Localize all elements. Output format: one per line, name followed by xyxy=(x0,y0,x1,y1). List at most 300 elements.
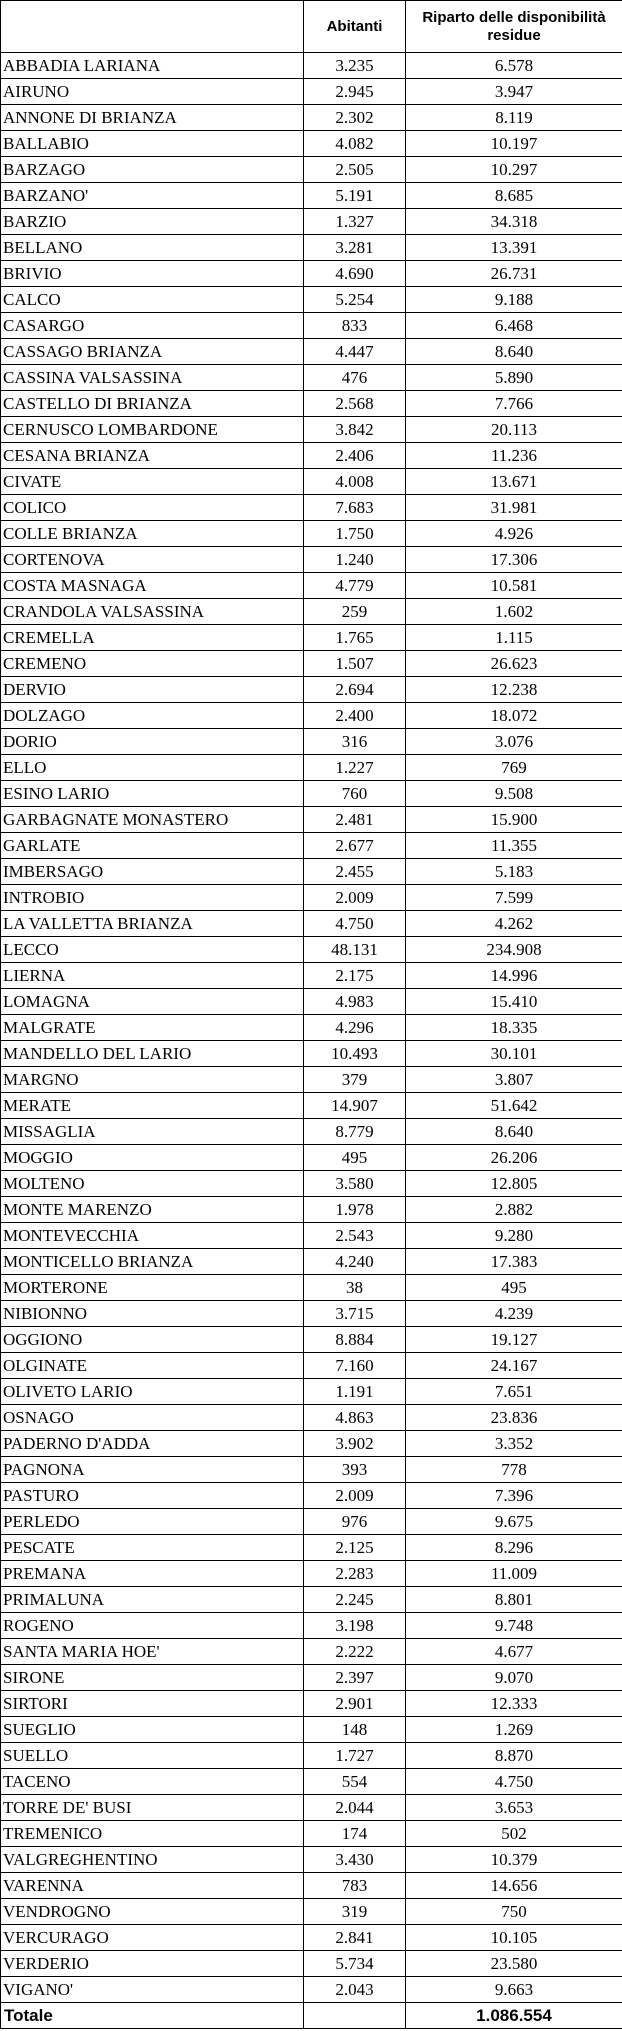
comune-name: VERDERIO xyxy=(1,1951,304,1977)
comune-name: SUEGLIO xyxy=(1,1717,304,1743)
riparto-value: 10.379 xyxy=(406,1847,622,1873)
abitanti-value: 2.283 xyxy=(304,1561,406,1587)
riparto-value: 9.280 xyxy=(406,1223,622,1249)
table-body xyxy=(1,53,622,2003)
abitanti-value: 2.044 xyxy=(304,1795,406,1821)
table-row xyxy=(1,625,622,651)
abitanti-value: 2.901 xyxy=(304,1691,406,1717)
comune-name: VERCURAGO xyxy=(1,1925,304,1951)
riparto-value: 4.926 xyxy=(406,521,622,547)
table-row xyxy=(1,1327,622,1353)
comune-name: CRANDOLA VALSASSINA xyxy=(1,599,304,625)
comune-name: COSTA MASNAGA xyxy=(1,573,304,599)
abitanti-value: 379 xyxy=(304,1067,406,1093)
abitanti-value: 3.281 xyxy=(304,235,406,261)
abitanti-value: 4.779 xyxy=(304,573,406,599)
comune-name: SUELLO xyxy=(1,1743,304,1769)
table-row xyxy=(1,1561,622,1587)
abitanti-value: 1.240 xyxy=(304,547,406,573)
abitanti-value: 7.160 xyxy=(304,1353,406,1379)
comune-name: VENDROGNO xyxy=(1,1899,304,1925)
riparto-value: 10.581 xyxy=(406,573,622,599)
comune-name: COLLE BRIANZA xyxy=(1,521,304,547)
header-comune xyxy=(1,1,304,53)
riparto-value: 12.805 xyxy=(406,1171,622,1197)
riparto-value: 8.296 xyxy=(406,1535,622,1561)
abitanti-value: 1.507 xyxy=(304,651,406,677)
comune-name: DORIO xyxy=(1,729,304,755)
abitanti-value: 2.406 xyxy=(304,443,406,469)
abitanti-value: 1.978 xyxy=(304,1197,406,1223)
comune-name: CIVATE xyxy=(1,469,304,495)
abitanti-value: 174 xyxy=(304,1821,406,1847)
comune-name: PADERNO D'ADDA xyxy=(1,1431,304,1457)
abitanti-value: 476 xyxy=(304,365,406,391)
comune-name: PAGNONA xyxy=(1,1457,304,1483)
abitanti-value: 2.245 xyxy=(304,1587,406,1613)
table-row xyxy=(1,1899,622,1925)
table-row xyxy=(1,1743,622,1769)
table-row xyxy=(1,209,622,235)
table-row xyxy=(1,1951,622,1977)
abitanti-value: 4.296 xyxy=(304,1015,406,1041)
riparto-value: 3.947 xyxy=(406,79,622,105)
abitanti-value: 4.750 xyxy=(304,911,406,937)
abitanti-value: 2.841 xyxy=(304,1925,406,1951)
comune-name: CASTELLO DI BRIANZA xyxy=(1,391,304,417)
abitanti-value: 8.779 xyxy=(304,1119,406,1145)
table-row xyxy=(1,911,622,937)
riparto-value: 7.766 xyxy=(406,391,622,417)
riparto-value: 11.236 xyxy=(406,443,622,469)
abitanti-value: 393 xyxy=(304,1457,406,1483)
comune-name: BRIVIO xyxy=(1,261,304,287)
table-row xyxy=(1,651,622,677)
comune-name: MONTICELLO BRIANZA xyxy=(1,1249,304,1275)
abitanti-value: 2.945 xyxy=(304,79,406,105)
riparto-value: 11.355 xyxy=(406,833,622,859)
riparto-value: 20.113 xyxy=(406,417,622,443)
table-row xyxy=(1,1873,622,1899)
abitanti-value: 3.580 xyxy=(304,1171,406,1197)
riparto-value: 4.239 xyxy=(406,1301,622,1327)
riparto-value: 234.908 xyxy=(406,937,622,963)
table-row xyxy=(1,729,622,755)
table-row xyxy=(1,287,622,313)
table-row xyxy=(1,859,622,885)
riparto-value: 750 xyxy=(406,1899,622,1925)
comune-name: ELLO xyxy=(1,755,304,781)
comune-name: VALGREGHENTINO xyxy=(1,1847,304,1873)
table-row xyxy=(1,1379,622,1405)
riparto-value: 778 xyxy=(406,1457,622,1483)
abitanti-value: 1.327 xyxy=(304,209,406,235)
abitanti-value: 4.082 xyxy=(304,131,406,157)
table-row xyxy=(1,989,622,1015)
comune-name: CREMELLA xyxy=(1,625,304,651)
riparto-value: 9.748 xyxy=(406,1613,622,1639)
riparto-value: 1.269 xyxy=(406,1717,622,1743)
abitanti-value: 495 xyxy=(304,1145,406,1171)
abitanti-value: 2.505 xyxy=(304,157,406,183)
riparto-value: 4.262 xyxy=(406,911,622,937)
comune-name: ROGENO xyxy=(1,1613,304,1639)
riparto-value: 3.076 xyxy=(406,729,622,755)
table-row xyxy=(1,79,622,105)
riparto-value: 15.900 xyxy=(406,807,622,833)
table-row xyxy=(1,755,622,781)
comune-name: MOGGIO xyxy=(1,1145,304,1171)
riparto-value: 11.009 xyxy=(406,1561,622,1587)
abitanti-value: 833 xyxy=(304,313,406,339)
abitanti-value: 976 xyxy=(304,1509,406,1535)
comune-name: PERLEDO xyxy=(1,1509,304,1535)
table-row xyxy=(1,1405,622,1431)
table-row xyxy=(1,1483,622,1509)
table-row xyxy=(1,599,622,625)
table-row xyxy=(1,1301,622,1327)
riparto-value: 34.318 xyxy=(406,209,622,235)
abitanti-value: 2.481 xyxy=(304,807,406,833)
table-row xyxy=(1,547,622,573)
comune-name: VIGANO' xyxy=(1,1977,304,2003)
abitanti-value: 3.235 xyxy=(304,53,406,79)
riparto-value: 9.663 xyxy=(406,1977,622,2003)
abitanti-value: 2.125 xyxy=(304,1535,406,1561)
abitanti-value: 1.727 xyxy=(304,1743,406,1769)
comune-name: CASSINA VALSASSINA xyxy=(1,365,304,391)
comune-name: MALGRATE xyxy=(1,1015,304,1041)
riparto-value: 5.890 xyxy=(406,365,622,391)
comune-name: CASARGO xyxy=(1,313,304,339)
comune-name: SANTA MARIA HOE' xyxy=(1,1639,304,1665)
comune-name: BARZIO xyxy=(1,209,304,235)
comune-name: MONTEVECCHIA xyxy=(1,1223,304,1249)
abitanti-value: 14.907 xyxy=(304,1093,406,1119)
table-row xyxy=(1,495,622,521)
riparto-value: 6.468 xyxy=(406,313,622,339)
riparto-value: 19.127 xyxy=(406,1327,622,1353)
table-row xyxy=(1,235,622,261)
abitanti-value: 2.009 xyxy=(304,885,406,911)
table-row xyxy=(1,105,622,131)
riparto-value: 9.070 xyxy=(406,1665,622,1691)
table-row xyxy=(1,1509,622,1535)
abitanti-value: 2.694 xyxy=(304,677,406,703)
riparto-value: 4.750 xyxy=(406,1769,622,1795)
riparto-value: 13.391 xyxy=(406,235,622,261)
table-row xyxy=(1,1925,622,1951)
table-row xyxy=(1,1795,622,1821)
comune-name: NIBIONNO xyxy=(1,1301,304,1327)
table-row xyxy=(1,53,622,79)
total-abitanti xyxy=(304,2003,406,2029)
comune-name: CASSAGO BRIANZA xyxy=(1,339,304,365)
abitanti-value: 4.863 xyxy=(304,1405,406,1431)
riparto-value: 3.352 xyxy=(406,1431,622,1457)
abitanti-value: 1.750 xyxy=(304,521,406,547)
comune-name: DOLZAGO xyxy=(1,703,304,729)
riparto-value: 769 xyxy=(406,755,622,781)
abitanti-value: 48.131 xyxy=(304,937,406,963)
table-row xyxy=(1,1067,622,1093)
riparto-value: 30.101 xyxy=(406,1041,622,1067)
abitanti-value: 2.677 xyxy=(304,833,406,859)
riparto-value: 7.599 xyxy=(406,885,622,911)
riparto-value: 5.183 xyxy=(406,859,622,885)
riparto-value: 4.677 xyxy=(406,1639,622,1665)
table-row xyxy=(1,1145,622,1171)
table-row xyxy=(1,469,622,495)
table-row xyxy=(1,1769,622,1795)
comune-name: COLICO xyxy=(1,495,304,521)
total-label: Totale xyxy=(1,2003,304,2029)
comune-name: ESINO LARIO xyxy=(1,781,304,807)
table-row xyxy=(1,937,622,963)
abitanti-value: 3.715 xyxy=(304,1301,406,1327)
comune-name: OGGIONO xyxy=(1,1327,304,1353)
comune-name: MONTE MARENZO xyxy=(1,1197,304,1223)
riparto-value: 26.623 xyxy=(406,651,622,677)
table-row xyxy=(1,443,622,469)
abitanti-value: 2.400 xyxy=(304,703,406,729)
table-row xyxy=(1,833,622,859)
header-abitanti: Abitanti xyxy=(304,1,406,53)
riparto-value: 495 xyxy=(406,1275,622,1301)
comune-name: CESANA BRIANZA xyxy=(1,443,304,469)
abitanti-value: 2.043 xyxy=(304,1977,406,2003)
abitanti-value: 5.191 xyxy=(304,183,406,209)
table-row xyxy=(1,183,622,209)
riparto-value: 17.306 xyxy=(406,547,622,573)
table-row xyxy=(1,1639,622,1665)
riparto-value: 26.731 xyxy=(406,261,622,287)
abitanti-value: 3.430 xyxy=(304,1847,406,1873)
abitanti-value: 4.447 xyxy=(304,339,406,365)
riparto-value: 8.640 xyxy=(406,339,622,365)
abitanti-value: 5.734 xyxy=(304,1951,406,1977)
abitanti-value: 7.683 xyxy=(304,495,406,521)
table-row xyxy=(1,1457,622,1483)
table-row xyxy=(1,1717,622,1743)
table-row xyxy=(1,677,622,703)
riparto-value: 3.653 xyxy=(406,1795,622,1821)
comune-name: SIRTORI xyxy=(1,1691,304,1717)
riparto-value: 17.383 xyxy=(406,1249,622,1275)
abitanti-value: 4.240 xyxy=(304,1249,406,1275)
table-row xyxy=(1,1275,622,1301)
riparto-value: 31.981 xyxy=(406,495,622,521)
comune-name: INTROBIO xyxy=(1,885,304,911)
table-row xyxy=(1,313,622,339)
abitanti-value: 3.198 xyxy=(304,1613,406,1639)
abitanti-value: 783 xyxy=(304,1873,406,1899)
riparto-value: 9.508 xyxy=(406,781,622,807)
table-row xyxy=(1,1197,622,1223)
abitanti-value: 5.254 xyxy=(304,287,406,313)
comune-name: LOMAGNA xyxy=(1,989,304,1015)
riparto-value: 7.651 xyxy=(406,1379,622,1405)
riparto-value: 8.640 xyxy=(406,1119,622,1145)
table-row xyxy=(1,521,622,547)
total-row xyxy=(1,2003,622,2029)
table-row xyxy=(1,1587,622,1613)
riparto-value: 24.167 xyxy=(406,1353,622,1379)
abitanti-value: 2.222 xyxy=(304,1639,406,1665)
riparto-value: 9.675 xyxy=(406,1509,622,1535)
riparto-value: 23.580 xyxy=(406,1951,622,1977)
abitanti-value: 8.884 xyxy=(304,1327,406,1353)
table-row xyxy=(1,1847,622,1873)
abitanti-value: 2.568 xyxy=(304,391,406,417)
table-row xyxy=(1,963,622,989)
riparto-value: 15.410 xyxy=(406,989,622,1015)
riparto-value: 502 xyxy=(406,1821,622,1847)
riparto-value: 14.656 xyxy=(406,1873,622,1899)
riparto-value: 51.642 xyxy=(406,1093,622,1119)
table-row xyxy=(1,1691,622,1717)
comune-name: MOLTENO xyxy=(1,1171,304,1197)
riparto-value: 18.072 xyxy=(406,703,622,729)
comune-name: GARLATE xyxy=(1,833,304,859)
comune-name: SIRONE xyxy=(1,1665,304,1691)
riparto-value: 12.238 xyxy=(406,677,622,703)
abitanti-value: 2.543 xyxy=(304,1223,406,1249)
table-row xyxy=(1,417,622,443)
comune-name: BELLANO xyxy=(1,235,304,261)
comune-name: LA VALLETTA BRIANZA xyxy=(1,911,304,937)
table-row xyxy=(1,131,622,157)
abitanti-value: 4.983 xyxy=(304,989,406,1015)
comune-name: PRIMALUNA xyxy=(1,1587,304,1613)
riparto-value: 10.105 xyxy=(406,1925,622,1951)
comune-name: GARBAGNATE MONASTERO xyxy=(1,807,304,833)
table-row xyxy=(1,1249,622,1275)
comune-name: PESCATE xyxy=(1,1535,304,1561)
table-row xyxy=(1,261,622,287)
abitanti-value: 259 xyxy=(304,599,406,625)
table-row xyxy=(1,1015,622,1041)
riparto-value: 1.115 xyxy=(406,625,622,651)
comune-name: MERATE xyxy=(1,1093,304,1119)
comune-name: BALLABIO xyxy=(1,131,304,157)
abitanti-value: 554 xyxy=(304,1769,406,1795)
abitanti-value: 2.175 xyxy=(304,963,406,989)
riparto-value: 6.578 xyxy=(406,53,622,79)
abitanti-value: 1.765 xyxy=(304,625,406,651)
table-row xyxy=(1,1093,622,1119)
riparto-value: 18.335 xyxy=(406,1015,622,1041)
table-row xyxy=(1,339,622,365)
table-row xyxy=(1,157,622,183)
comune-name: BARZANO' xyxy=(1,183,304,209)
table-row xyxy=(1,885,622,911)
abitanti-value: 4.690 xyxy=(304,261,406,287)
comune-name: OLGINATE xyxy=(1,1353,304,1379)
abitanti-value: 2.455 xyxy=(304,859,406,885)
comune-name: BARZAGO xyxy=(1,157,304,183)
comune-name: LECCO xyxy=(1,937,304,963)
abitanti-value: 1.227 xyxy=(304,755,406,781)
table-row xyxy=(1,365,622,391)
table-row xyxy=(1,1119,622,1145)
comune-name: TREMENICO xyxy=(1,1821,304,1847)
comune-name: IMBERSAGO xyxy=(1,859,304,885)
abitanti-value: 319 xyxy=(304,1899,406,1925)
abitanti-value: 4.008 xyxy=(304,469,406,495)
comune-name: ABBADIA LARIANA xyxy=(1,53,304,79)
riparto-value: 1.602 xyxy=(406,599,622,625)
comune-name: TACENO xyxy=(1,1769,304,1795)
abitanti-value: 2.009 xyxy=(304,1483,406,1509)
abitanti-value: 2.302 xyxy=(304,105,406,131)
riparto-value: 23.836 xyxy=(406,1405,622,1431)
riparto-value: 8.801 xyxy=(406,1587,622,1613)
abitanti-value: 1.191 xyxy=(304,1379,406,1405)
table-row xyxy=(1,1171,622,1197)
abitanti-value: 3.842 xyxy=(304,417,406,443)
comune-name: PREMANA xyxy=(1,1561,304,1587)
comune-name: VARENNA xyxy=(1,1873,304,1899)
table-row xyxy=(1,1977,622,2003)
comune-name: OLIVETO LARIO xyxy=(1,1379,304,1405)
table-row xyxy=(1,573,622,599)
comune-name: DERVIO xyxy=(1,677,304,703)
table-row xyxy=(1,703,622,729)
riparto-value: 7.396 xyxy=(406,1483,622,1509)
table-row xyxy=(1,1821,622,1847)
abitanti-value: 148 xyxy=(304,1717,406,1743)
table-row xyxy=(1,1535,622,1561)
table-row xyxy=(1,807,622,833)
table-row xyxy=(1,391,622,417)
riparto-value: 3.807 xyxy=(406,1067,622,1093)
riparto-value: 9.188 xyxy=(406,287,622,313)
abitanti-value: 10.493 xyxy=(304,1041,406,1067)
abitanti-value: 316 xyxy=(304,729,406,755)
comune-name: OSNAGO xyxy=(1,1405,304,1431)
comune-name: MISSAGLIA xyxy=(1,1119,304,1145)
riparto-value: 8.685 xyxy=(406,183,622,209)
table-row xyxy=(1,1665,622,1691)
table-row xyxy=(1,1431,622,1457)
riparto-value: 12.333 xyxy=(406,1691,622,1717)
header-row xyxy=(1,1,622,53)
comune-name: CREMENO xyxy=(1,651,304,677)
table-row xyxy=(1,1223,622,1249)
table-row xyxy=(1,1041,622,1067)
table-row xyxy=(1,781,622,807)
riparto-value: 2.882 xyxy=(406,1197,622,1223)
comune-name: AIRUNO xyxy=(1,79,304,105)
riparto-value: 10.197 xyxy=(406,131,622,157)
header-riparto: Riparto delle disponibilità residue xyxy=(406,1,622,53)
comune-name: MARGNO xyxy=(1,1067,304,1093)
abitanti-value: 760 xyxy=(304,781,406,807)
riparto-value: 26.206 xyxy=(406,1145,622,1171)
riparto-value: 8.870 xyxy=(406,1743,622,1769)
comune-name: MORTERONE xyxy=(1,1275,304,1301)
comune-name: CALCO xyxy=(1,287,304,313)
comune-name: ANNONE DI BRIANZA xyxy=(1,105,304,131)
comune-name: TORRE DE' BUSI xyxy=(1,1795,304,1821)
comune-name: PASTURO xyxy=(1,1483,304,1509)
table-row xyxy=(1,1613,622,1639)
riparto-value: 13.671 xyxy=(406,469,622,495)
comune-name: MANDELLO DEL LARIO xyxy=(1,1041,304,1067)
riparto-value: 14.996 xyxy=(406,963,622,989)
comune-name: CORTENOVA xyxy=(1,547,304,573)
